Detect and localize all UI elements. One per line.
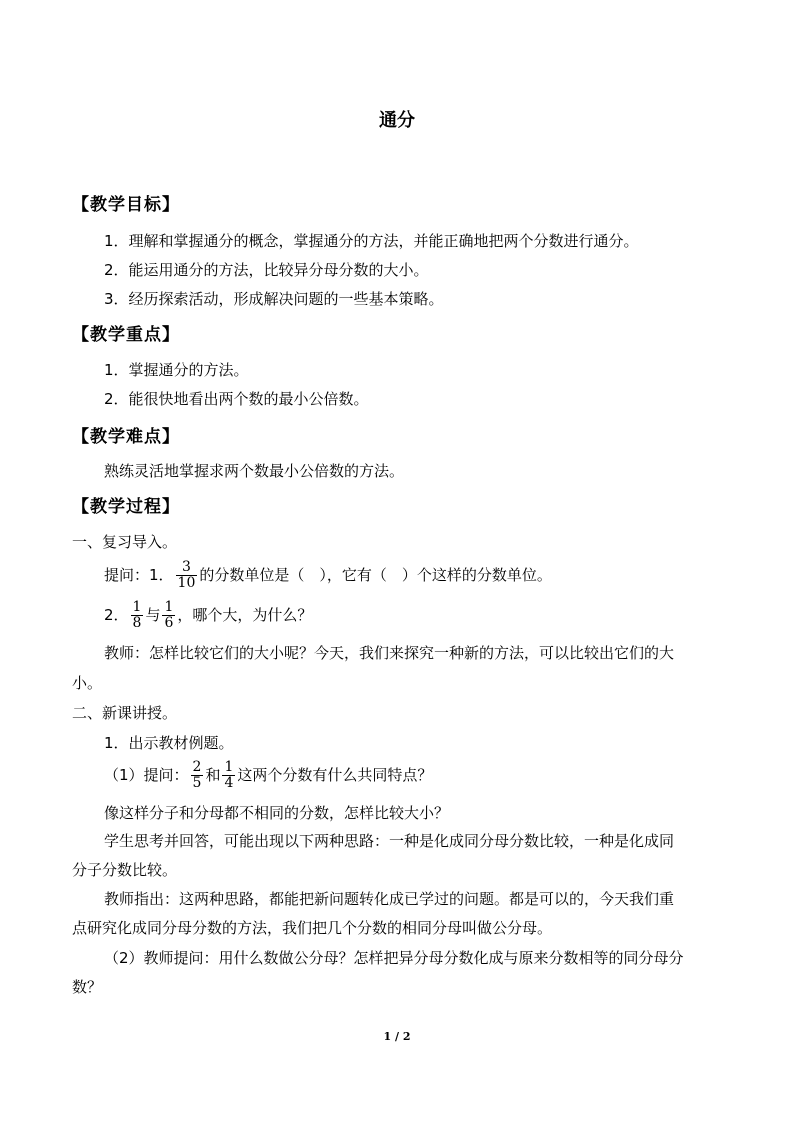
step-1: 1．出示教材例题。 (104, 734, 234, 752)
compare-question: 像这样分子和分母都不相同的分数，怎样比较大小？ (104, 804, 450, 822)
difficulties-heading: 【教学难点】 (72, 427, 180, 447)
students-line-2: 分子分数比较。 (72, 861, 178, 879)
q1-suffix: 的分数单位是（ ），它有（ ）个这样的分数单位。 (199, 566, 552, 584)
fraction-denominator: 10 (177, 575, 196, 591)
ex-suffix: 这两个分数有什么共同特点？ (237, 766, 433, 784)
difficulties-text: 熟练灵活地掌握求两个数最小公倍数的方法。 (104, 462, 405, 480)
part1-title: 一、复习导入。 (72, 533, 178, 551)
process-heading: 【教学过程】 (72, 497, 180, 517)
review-question-2 (104, 600, 312, 631)
fraction-numerator: 1 (224, 759, 234, 775)
part2-title: 二、新课讲授。 (72, 704, 178, 722)
fraction-numerator: 2 (192, 759, 202, 775)
students-line-1: 学生思考并回答，可能出现以下两种思路：一种是化成同分母分数比较，一种是化成同 (104, 832, 675, 850)
ex-prefix: （1）提问： (104, 766, 189, 784)
goal-item-1: 1．理解和掌握通分的概念，掌握通分的方法，并能正确地把两个分数进行通分。 (104, 232, 639, 250)
teacher-line-1: 教师：怎样比较它们的大小呢？今天，我们来探究一种新的方法，可以比较出它们的大 (104, 644, 675, 662)
fraction-numerator: 1 (164, 599, 174, 615)
fraction-1-6 (162, 600, 175, 631)
fraction-3-10 (176, 560, 198, 591)
page-title: 通分 (379, 110, 415, 131)
key-point-item-1: 1．掌握通分的方法。 (104, 361, 249, 379)
teacher-line-2: 小。 (72, 674, 103, 692)
question-2-line-1: （2）教师提问：用什么数做公分母？怎样把异分母分数化成与原来分数相等的同分母分 (104, 949, 684, 967)
example-question (104, 760, 432, 791)
goal-item-2: 2．能运用通分的方法，比较异分母分数的大小。 (104, 261, 429, 279)
fraction-denominator: 4 (224, 775, 234, 791)
fraction-1-8 (131, 600, 144, 631)
key-point-item-2: 2．能很快地看出两个数的最小公倍数。 (104, 390, 369, 408)
q1-prefix: 提问：1． (104, 566, 174, 584)
fraction-1-4 (222, 760, 235, 791)
fraction-numerator: 1 (132, 599, 142, 615)
fraction-denominator: 5 (192, 775, 202, 791)
fraction-denominator: 6 (164, 615, 174, 631)
key-points-heading: 【教学重点】 (72, 325, 180, 345)
goal-item-3: 3．经历探索活动，形成解决问题的一些基本策略。 (104, 290, 444, 308)
page-number: 1 / 2 (383, 1030, 411, 1043)
fraction-denominator: 8 (132, 615, 142, 631)
q2-suffix: ，哪个大，为什么？ (177, 606, 313, 624)
fraction-numerator: 3 (176, 560, 198, 576)
review-question-1 (104, 560, 552, 591)
teacher2-line-1: 教师指出：这两种思路，都能把新问题转化成已学过的问题。都是可以的，今天我们重 (104, 890, 675, 908)
goals-heading: 【教学目标】 (72, 195, 180, 215)
q2-prefix: 2． (104, 606, 129, 624)
fraction-2-5 (191, 760, 204, 791)
teacher2-line-2: 点研究化成同分母分数的方法，我们把几个分数的相同分母叫做公分母。 (72, 919, 553, 937)
q2-mid: 与 (145, 606, 161, 624)
ex-mid: 和 (205, 766, 221, 784)
question-2-line-2: 数？ (72, 978, 103, 996)
